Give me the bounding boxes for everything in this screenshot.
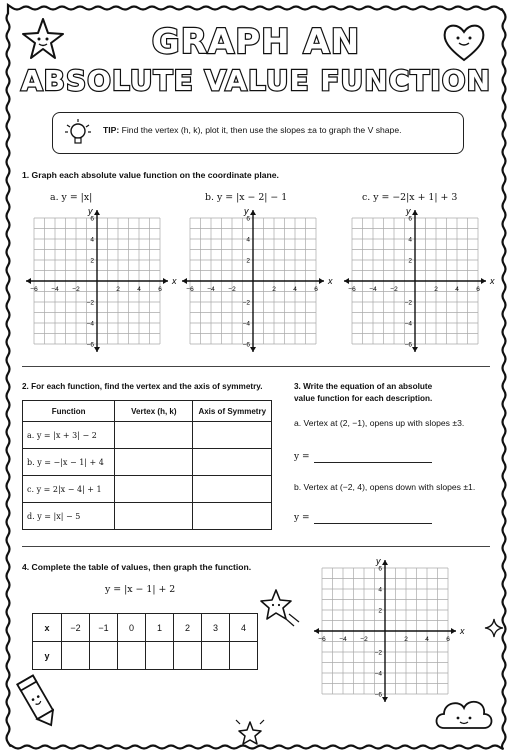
q4-equation: y = |x − 1| + 2 bbox=[105, 584, 176, 595]
x-arrow-icon bbox=[314, 628, 319, 634]
vertex-table bbox=[22, 400, 272, 530]
y-tick-label: 4 bbox=[378, 586, 382, 594]
section-divider bbox=[22, 546, 490, 547]
x-value: 2 bbox=[174, 614, 202, 642]
x-tick-label: −2 bbox=[360, 636, 368, 643]
x-tick-label: 4 bbox=[455, 286, 459, 293]
y-arrow-icon bbox=[412, 347, 418, 352]
x-value: −1 bbox=[90, 614, 118, 642]
q1-part-b: b. y = |x − 2| − 1 bbox=[205, 192, 288, 203]
pencil-doodle-icon bbox=[14, 672, 64, 732]
table-cell-function: b. y = −|x − 1| + 4 bbox=[23, 449, 115, 476]
answer-cell[interactable] bbox=[193, 422, 272, 449]
x-arrow-icon bbox=[163, 278, 168, 284]
x-arrow-icon bbox=[182, 278, 187, 284]
y-arrow-icon bbox=[250, 347, 256, 352]
y-arrow-icon bbox=[412, 210, 418, 215]
y-tick-label: 2 bbox=[408, 257, 412, 265]
x-tick-label: 4 bbox=[137, 286, 141, 293]
x-arrow-icon bbox=[344, 278, 349, 284]
tip-box bbox=[52, 112, 464, 154]
x-value: 3 bbox=[202, 614, 230, 642]
x-arrow-icon bbox=[26, 278, 31, 284]
answer-line-a[interactable] bbox=[314, 462, 432, 463]
y-answer-cell[interactable] bbox=[118, 642, 146, 670]
x-tick-label: −4 bbox=[51, 286, 59, 293]
q1-part-a: a. y = |x| bbox=[50, 192, 93, 203]
q1-part-c: c. y = −2|x + 1| + 3 bbox=[362, 192, 458, 203]
x-tick-label: −6 bbox=[318, 636, 326, 643]
y-tick-label: −6 bbox=[404, 341, 412, 349]
x-axis-label: x bbox=[460, 626, 465, 636]
q3-heading-2: value function for each description. bbox=[294, 394, 433, 403]
tip-label: TIP: bbox=[103, 125, 120, 135]
y-row-label: y bbox=[33, 642, 62, 670]
y-arrow-icon bbox=[94, 210, 100, 215]
answer-cell[interactable] bbox=[115, 422, 193, 449]
x-axis-label: x bbox=[490, 276, 495, 286]
x-tick-label: −4 bbox=[207, 286, 215, 293]
y-tick-label: −2 bbox=[404, 299, 412, 307]
lightbulb-icon bbox=[63, 117, 93, 149]
x-tick-label: −4 bbox=[339, 636, 347, 643]
q3-heading-1: 3. Write the equation of an absolute bbox=[294, 382, 433, 391]
y-tick-label: 6 bbox=[378, 565, 382, 573]
q3-answer-prefix-b: y = bbox=[294, 513, 310, 523]
x-value: 1 bbox=[146, 614, 174, 642]
q3-part-b: b. Vertex at (−2, 4), opens down with slopes ±1. bbox=[294, 482, 476, 492]
x-tick-label: 2 bbox=[434, 286, 438, 293]
y-tick-label: −2 bbox=[86, 299, 94, 307]
answer-cell[interactable] bbox=[115, 476, 193, 503]
x-axis-label: x bbox=[172, 276, 177, 286]
twinkle-icon bbox=[484, 618, 504, 638]
q4-heading: 4. Complete the table of values, then graph the function. bbox=[22, 562, 252, 572]
x-value: 4 bbox=[230, 614, 258, 642]
x-tick-label: 4 bbox=[425, 636, 429, 643]
answer-cell[interactable] bbox=[193, 503, 272, 530]
table-cell-function: d. y = |x| − 5 bbox=[23, 503, 115, 530]
q1-heading: 1. Graph each absolute value function on the coordinate plane. bbox=[22, 170, 279, 180]
x-axis-label: x bbox=[328, 276, 333, 286]
tip-text: Find the vertex (h, k), plot it, then use the slopes ±a to graph the V shape. bbox=[121, 125, 402, 135]
y-answer-cell[interactable] bbox=[174, 642, 202, 670]
y-answer-cell[interactable] bbox=[230, 642, 258, 670]
title-line-1: GRAPH AN bbox=[151, 22, 361, 62]
y-tick-label: 2 bbox=[246, 257, 250, 265]
y-axis-label: y bbox=[376, 556, 381, 566]
y-tick-label: 4 bbox=[90, 236, 94, 244]
sparkle-star-icon bbox=[228, 714, 272, 750]
x-tick-label: 4 bbox=[293, 286, 297, 293]
y-tick-label: −2 bbox=[242, 299, 250, 307]
x-tick-label: −6 bbox=[348, 286, 356, 293]
y-arrow-icon bbox=[382, 560, 388, 565]
y-answer-cell[interactable] bbox=[62, 642, 90, 670]
y-axis-label: y bbox=[88, 206, 93, 216]
y-tick-label: 4 bbox=[246, 236, 250, 244]
x-tick-label: 6 bbox=[314, 286, 318, 293]
x-tick-label: 2 bbox=[404, 636, 408, 643]
x-tick-label: 6 bbox=[158, 286, 162, 293]
x-arrow-icon bbox=[319, 278, 324, 284]
answer-cell[interactable] bbox=[193, 476, 272, 503]
x-arrow-icon bbox=[451, 628, 456, 634]
x-tick-label: 6 bbox=[446, 636, 450, 643]
q2-heading: 2. For each function, find the vertex and the axis of symmetry. bbox=[22, 382, 263, 391]
answer-cell[interactable] bbox=[115, 503, 193, 530]
table-cell-function: a. y = |x + 3| − 2 bbox=[23, 422, 115, 449]
y-tick-label: −4 bbox=[86, 320, 94, 328]
x-tick-label: 6 bbox=[476, 286, 480, 293]
x-tick-label: −2 bbox=[72, 286, 80, 293]
y-axis-label: y bbox=[244, 206, 249, 216]
y-tick-label: −6 bbox=[86, 341, 94, 349]
y-tick-label: 4 bbox=[408, 236, 412, 244]
x-tick-label: −2 bbox=[228, 286, 236, 293]
section-divider bbox=[22, 366, 490, 367]
q3-answer-prefix-a: y = bbox=[294, 452, 310, 462]
y-answer-cell[interactable] bbox=[90, 642, 118, 670]
y-answer-cell[interactable] bbox=[146, 642, 174, 670]
q3-part-a: a. Vertex at (2, −1), opens up with slopes ±3. bbox=[294, 418, 465, 428]
x-tick-label: −6 bbox=[186, 286, 194, 293]
y-arrow-icon bbox=[382, 697, 388, 702]
x-arrow-icon bbox=[481, 278, 486, 284]
table-header: Function bbox=[23, 401, 115, 422]
x-tick-label: −4 bbox=[369, 286, 377, 293]
y-tick-label: 6 bbox=[408, 215, 412, 223]
y-tick-label: −2 bbox=[374, 649, 382, 657]
title-line-2: ABSOLUTE VALUE FUNCTION bbox=[20, 64, 492, 97]
y-tick-label: −6 bbox=[374, 691, 382, 699]
y-answer-cell[interactable] bbox=[202, 642, 230, 670]
answer-cell[interactable] bbox=[115, 449, 193, 476]
cloud-doodle-icon bbox=[432, 690, 496, 736]
answer-cell[interactable] bbox=[193, 449, 272, 476]
y-axis-label: y bbox=[406, 206, 411, 216]
x-row-label: x bbox=[33, 614, 62, 642]
y-tick-label: −6 bbox=[242, 341, 250, 349]
y-tick-label: 2 bbox=[90, 257, 94, 265]
x-tick-label: 2 bbox=[116, 286, 120, 293]
table-header: Vertex (h, k) bbox=[115, 401, 193, 422]
y-tick-label: 6 bbox=[90, 215, 94, 223]
shooting-star-icon bbox=[256, 586, 302, 628]
x-tick-label: −2 bbox=[390, 286, 398, 293]
y-tick-label: 2 bbox=[378, 607, 382, 615]
x-tick-label: 2 bbox=[272, 286, 276, 293]
y-tick-label: −4 bbox=[374, 670, 382, 678]
x-value: 0 bbox=[118, 614, 146, 642]
y-arrow-icon bbox=[250, 210, 256, 215]
table-cell-function: c. y = 2|x − 4| + 1 bbox=[23, 476, 115, 503]
x-tick-label: −6 bbox=[30, 286, 38, 293]
y-arrow-icon bbox=[94, 347, 100, 352]
x-value: −2 bbox=[62, 614, 90, 642]
answer-line-b[interactable] bbox=[314, 523, 432, 524]
y-tick-label: −4 bbox=[404, 320, 412, 328]
values-table bbox=[32, 613, 258, 670]
table-header: Axis of Symmetry bbox=[193, 401, 272, 422]
y-tick-label: −4 bbox=[242, 320, 250, 328]
y-tick-label: 6 bbox=[246, 215, 250, 223]
